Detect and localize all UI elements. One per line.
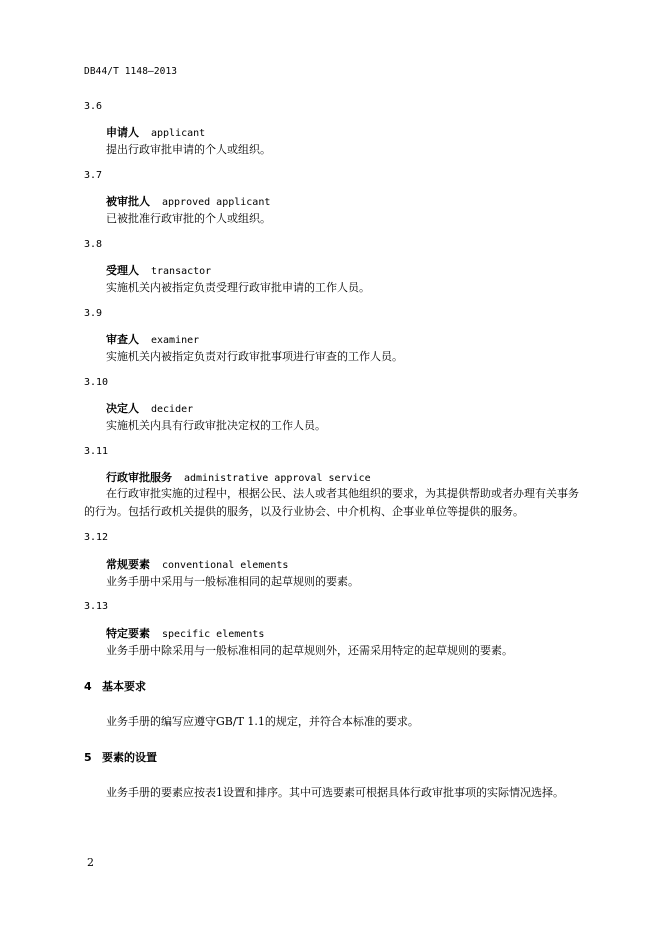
term-title	[106, 625, 264, 641]
term-title	[106, 400, 193, 416]
term-name-zh: 申请人	[106, 126, 139, 139]
term-number: 3.10	[84, 377, 109, 388]
term-name-zh: 决定人	[106, 402, 139, 415]
term-definition: 在行政审批实施的过程中，根据公民、法人或者其他组织的要求，为其提供帮助或者办理有关事务的行为。包括行政机关提供的服务，以及行业协会、中介机构、企事业单位等提供的服务。	[84, 487, 579, 518]
term-title	[106, 331, 199, 347]
section-number: 4	[84, 680, 92, 693]
document-identifier: DB44/T 1148—2013	[84, 66, 178, 77]
term-title	[106, 262, 211, 278]
term-title	[106, 124, 205, 140]
term-definition: 已被批准行政审批的个人或组织。	[106, 212, 271, 225]
term-title	[106, 469, 371, 485]
section-body: 业务手册的编写应遵守GB/T 1.1的规定，并符合本标准的要求。	[106, 715, 419, 728]
section-title: 基本要求	[102, 680, 146, 693]
term-name-zh: 常规要素	[106, 558, 150, 571]
term-definition: 业务手册中除采用与一般标准相同的起草规则外，还需采用特定的起草规则的要素。	[106, 644, 513, 657]
term-name-zh: 受理人	[106, 264, 139, 277]
term-definition: 实施机关内具有行政审批决定权的工作人员。	[106, 419, 326, 432]
section-heading	[84, 749, 157, 765]
term-definition: 实施机关内被指定负责受理行政审批申请的工作人员。	[106, 281, 370, 294]
term-definition: 实施机关内被指定负责对行政审批事项进行审查的工作人员。	[106, 350, 403, 363]
term-name-zh: 审查人	[106, 333, 139, 346]
term-number: 3.8	[84, 239, 103, 250]
term-number: 3.9	[84, 308, 103, 319]
term-number: 3.12	[84, 532, 109, 543]
term-definition: 提出行政审批申请的个人或组织。	[106, 143, 271, 156]
term-name-en: administrative approval service	[184, 473, 371, 484]
term-number: 3.13	[84, 601, 109, 612]
term-name-en: transactor	[151, 266, 212, 277]
term-name-zh: 被审批人	[106, 195, 150, 208]
term-name-en: examiner	[151, 335, 200, 346]
section-title: 要素的设置	[102, 751, 157, 764]
term-name-en: applicant	[151, 128, 206, 139]
term-name-en: conventional elements	[162, 560, 289, 571]
term-title	[106, 556, 288, 572]
term-name-en: approved applicant	[162, 197, 271, 208]
term-definition: 业务手册中采用与一般标准相同的起草规则的要素。	[106, 575, 359, 588]
term-name-zh: 特定要素	[106, 627, 150, 640]
term-name-en: decider	[151, 404, 194, 415]
term-number: 3.7	[84, 170, 103, 181]
term-name-en: specific elements	[162, 629, 265, 640]
term-name-zh: 行政审批服务	[106, 471, 172, 484]
section-number: 5	[84, 751, 92, 764]
term-number: 3.11	[84, 446, 109, 457]
term-title	[106, 193, 270, 209]
page-number: 2	[87, 856, 94, 869]
term-number: 3.6	[84, 101, 103, 112]
section-body: 业务手册的要素应按表1设置和排序。其中可选要素可根据具体行政审批事项的实际情况选择。	[106, 786, 564, 799]
section-heading	[84, 678, 146, 694]
